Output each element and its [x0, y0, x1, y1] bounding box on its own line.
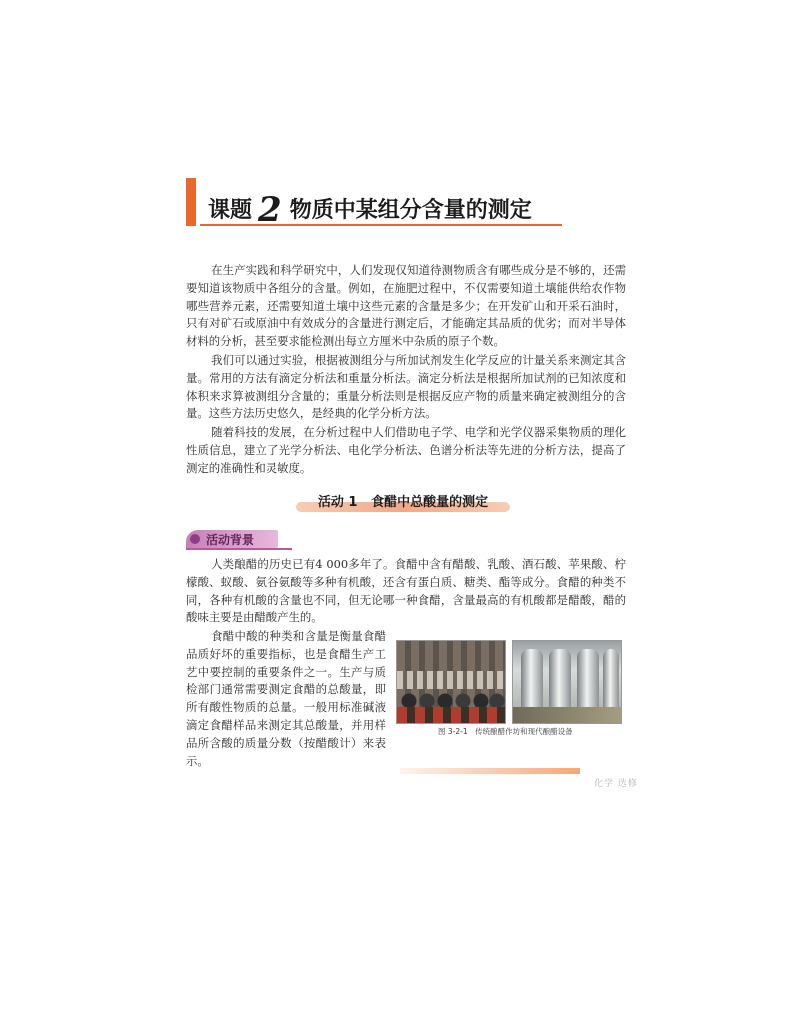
modern-vinegar-equipment-image	[512, 640, 622, 724]
chapter-number: 2	[258, 190, 282, 230]
traditional-vinegar-workshop-image	[396, 640, 506, 724]
activity-label: 活动 1	[317, 495, 358, 510]
intro-paragraph-3: 随着科技的发展，在分析过程中人们借助电子学、电学和光学仪器采集物质的理化性质信息，建立了光学分析法、电化学分析法、色谱分析法等先进的分析方法，提高了测定的准确性和灵敏度。	[186, 425, 626, 475]
chapter-title	[208, 186, 532, 230]
section-tag	[186, 528, 292, 550]
chapter-heading	[186, 178, 562, 230]
chapter-prefix: 课题	[208, 198, 253, 223]
figure-caption: 图 3-2-1 传统酿醋作坊和现代酿醋设备	[438, 727, 573, 736]
footer-bar	[400, 768, 580, 774]
chapter-title-text: 物质中某组分含量的测定	[289, 198, 532, 223]
background-paragraph-1: 人类酿醋的历史已有4 000多年了。食醋中含有醋酸、乳酸、酒石酸、苹果酸、柠檬酸、蚁酸、氨谷氨酸等多种有机酸，还含有蛋白质、糖类、酯等成分。食醋的种类不同，各种有机酸的含量也不同，但无论哪一种食醋，含量最高的有机酸都是醋酸，醋的酸味主要是由醋酸产生的。	[186, 557, 626, 625]
bullet-icon	[190, 534, 200, 544]
factory-floor	[513, 707, 621, 723]
section-tag-label: 活动背景	[206, 533, 255, 547]
footer-text: 化学 选修	[594, 779, 638, 789]
activity-heading	[296, 491, 510, 513]
intro-paragraph-2: 我们可以通过实验，根据被测组分与所加试剂发生化学反应的计量关系来测定其含量。常用的方法有滴定分析法和重量分析法。滴定分析法是根据所加试剂的已知浓度和体积来求算被测组分含量的；重量分析法则是根据反应产物的质量来确定被测组分的含量。这些方法历史悠久，是经典的化学分析方法。	[186, 353, 626, 421]
chapter-accent-bar	[186, 178, 196, 226]
jar-lids	[397, 671, 505, 689]
activity-title-text: 食醋中总酸量的测定	[371, 495, 489, 510]
jar-row	[397, 707, 505, 723]
intro-paragraph-1: 在生产实践和科学研究中，人们发现仅知道待测物质含有哪些成分是不够的，还需要知道该物质中各组分的含量。例如，在施肥过程中，不仅需要知道土壤能供给农作物哪些营养元素，还需要知道土壤中这些元素的含量是多少；在开发矿山和开采石油时，只有对矿石或原油中有效成分的含量进行测定后，才能确定其品质的优劣；而对半导体材料的分析，甚至要求能检测出每立方厘米中杂质的原子个数。	[186, 263, 626, 349]
activity-title	[296, 491, 510, 510]
background-paragraph-2: 食醋中酸的种类和含量是衡量食醋品质好坏的重要指标，也是食醋生产工艺中要控制的重要条件之一。生产与质检部门通常需要测定食醋的总酸量，即所有酸性物质的总量。一般用标准碱液滴定食醋样品来测定其总酸量，并用样品所含酸的质量分数（按醋酸计）来表示。	[186, 629, 386, 768]
section-tag-line	[186, 548, 292, 550]
